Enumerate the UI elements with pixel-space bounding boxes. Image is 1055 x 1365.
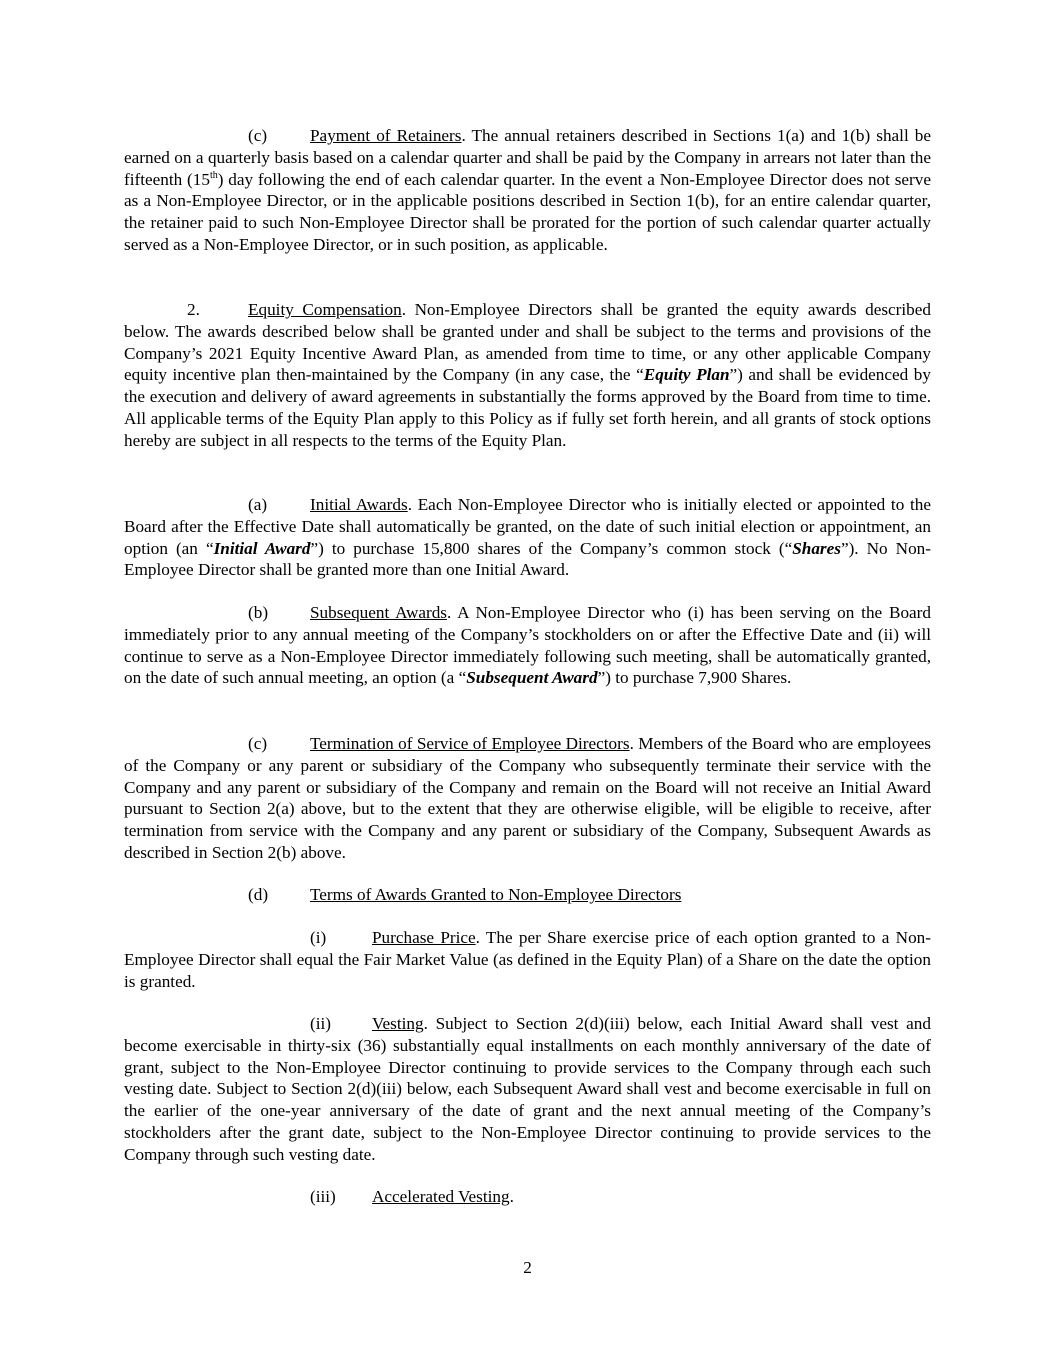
defined-term: Equity Plan bbox=[643, 365, 730, 385]
defined-term: Initial Award bbox=[213, 538, 311, 558]
paragraph-text: . The per Share exercise price of each option granted to a Non-Employee Director shall equal the Fair Market Value (as defined in the Equity Plan) of a Share on the date the option is granted. bbox=[124, 928, 931, 991]
section-heading: Vesting bbox=[372, 1014, 424, 1033]
paragraph-subsequent-awards bbox=[124, 602, 931, 689]
defined-term: Shares bbox=[792, 538, 841, 558]
paragraph-label: 2. bbox=[187, 300, 200, 319]
paragraph-initial-awards bbox=[124, 494, 931, 581]
section-heading: Equity Compensation bbox=[248, 300, 402, 319]
section-heading: Termination of Service of Employee Directors bbox=[310, 734, 630, 753]
paragraph-equity-compensation bbox=[124, 299, 931, 452]
section-heading: Accelerated Vesting bbox=[372, 1187, 510, 1206]
section-heading: Initial Awards bbox=[310, 495, 408, 514]
paragraph-text: ”) to purchase 15,800 shares of the Company’s common stock (“ bbox=[310, 538, 793, 558]
paragraph-text: . bbox=[509, 1187, 514, 1206]
paragraph-label: (b) bbox=[248, 603, 269, 622]
section-heading: Payment of Retainers bbox=[310, 126, 462, 145]
paragraph-text: ”) and shall be evidenced by the execution and delivery of award agreements in substantially the forms approved by the Board from time to time. All applicable terms of the Equity Plan apply to this Policy as if fully set forth herein, and all grants of stock options hereby are subject in all respects to the terms of the Equity Plan. bbox=[124, 365, 931, 450]
paragraph-label: (a) bbox=[248, 495, 268, 514]
paragraph-termination-of-service bbox=[124, 733, 931, 864]
superscript: th bbox=[209, 169, 218, 181]
paragraph-text: . A Non-Employee Director who (i) has been serving on the Board immediately prior to any annual meeting of the Company’s stockholders on or after the Effective Date and (ii) will continue to serve as a Non-Employee Director immediately following such meeting, shall be automatically granted, on the date of such annual meeting, an option (a “ bbox=[124, 603, 931, 688]
paragraph-text: . Members of the Board who are employees of the Company or any parent or subsidiary of the Company who subsequently terminate their service with the Company and any parent or subsidiary of the Company and remain on the Board will not receive an Initial Award pursuant to Section 2(a) above, but to the extent that they are otherwise eligible, will be eligible to receive, after termination from service with the Company and any parent or subsidiary of the Company, Subsequent Awards as described in Section 2(b) above. bbox=[124, 734, 931, 862]
paragraph-label: (d) bbox=[248, 885, 269, 904]
paragraph-label: (iii) bbox=[310, 1187, 336, 1206]
paragraph-label: (c) bbox=[248, 126, 268, 145]
paragraph-text: ) day following the end of each calendar quarter. In the event a Non-Employee Director does not serve as a Non-Employee Director, or in the applicable positions described in Section 1(b), for an entire calendar quarter, the retainer paid to such Non-Employee Director shall be prorated for the portion of such calendar quarter actually served as a Non-Employee Director, or in such position, as applicable. bbox=[124, 169, 931, 254]
paragraph-vesting bbox=[124, 1013, 931, 1166]
paragraph-label: (ii) bbox=[310, 1014, 331, 1033]
paragraph-accelerated-vesting bbox=[124, 1186, 931, 1208]
section-heading: Purchase Price bbox=[372, 928, 476, 947]
page-number: 2 bbox=[523, 1258, 532, 1277]
section-heading: Terms of Awards Granted to Non-Employee Directors bbox=[310, 885, 682, 904]
defined-term: Subsequent Award bbox=[466, 668, 598, 688]
paragraph-payment-of-retainers bbox=[124, 125, 931, 256]
paragraph-text: ”). No Non-Employee Director shall be granted more than one Initial Award. bbox=[124, 538, 931, 580]
section-heading: Subsequent Awards bbox=[310, 603, 447, 622]
paragraph-text: . The annual retainers described in Sections 1(a) and 1(b) shall be earned on a quarterly basis based on a calendar quarter and shall be paid by the Company in arrears not later than the fifteenth (15 bbox=[124, 126, 931, 189]
paragraph-text: . Each Non-Employee Director who is initially elected or appointed to the Board after the Effective Date shall automatically be granted, on the date of such initial election or appointment, an option (an “ bbox=[124, 495, 931, 558]
paragraph-text: ”) to purchase 7,900 Shares. bbox=[597, 668, 792, 688]
paragraph-label: (i) bbox=[310, 928, 327, 947]
paragraph-text: . Subject to Section 2(d)(iii) below, each Initial Award shall vest and become exercisable in thirty-six (36) substantially equal installments on each monthly anniversary of the date of grant, subject to the Non-Employee Director continuing to provide services to the Company through each such vesting date. Subject to Section 2(d)(iii) below, each Subsequent Award shall vest and become exercisable in full on the earlier of the one-year anniversary of the date of grant and the next annual meeting of the Company’s stockholders after the grant date, subject to the Non-Employee Director continuing to provide services to the Company through such vesting date. bbox=[124, 1014, 931, 1164]
paragraph-label: (c) bbox=[248, 734, 268, 753]
paragraph-text: . Non-Employee Directors shall be granted the equity awards described below. The awards described below shall be granted under and shall be subject to the terms and provisions of the Company’s 2021 Equity Incentive Award Plan, as amended from time to time, or any other applicable Company equity incentive plan then-maintained by the Company (in any case, the “ bbox=[124, 300, 931, 385]
paragraph-terms-of-awards bbox=[124, 884, 931, 906]
paragraph-purchase-price bbox=[124, 927, 931, 992]
